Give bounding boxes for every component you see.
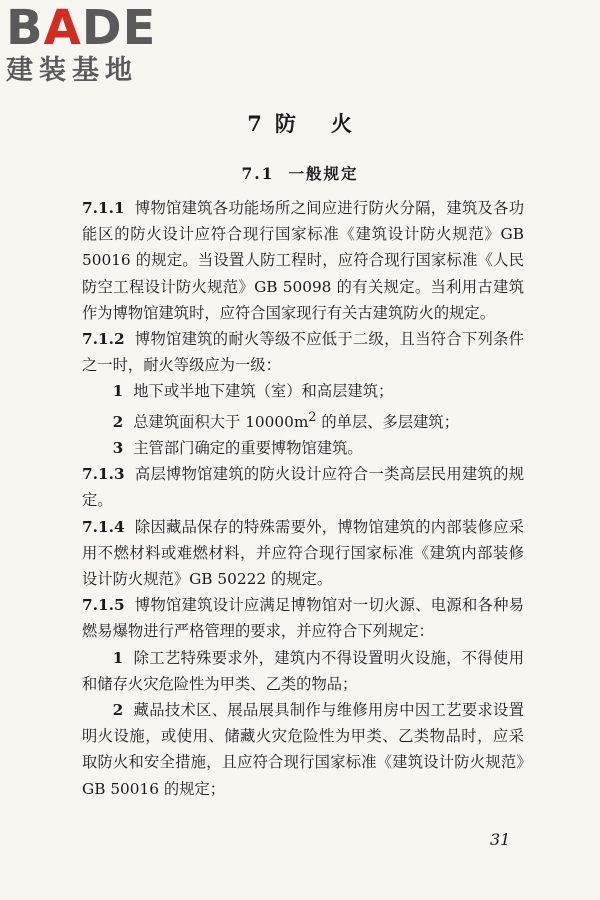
clause-number: 7.1.2 bbox=[82, 330, 125, 349]
item-number: 2 bbox=[112, 700, 124, 719]
section-number: 7.1 bbox=[241, 164, 275, 183]
logo-letter-a: A bbox=[43, 0, 82, 56]
item-number: 1 bbox=[112, 648, 124, 667]
clause-7-1-2 bbox=[82, 326, 524, 378]
list-item bbox=[82, 378, 524, 404]
clause-number: 7.1.1 bbox=[82, 199, 125, 217]
list-item bbox=[82, 405, 524, 435]
section-title bbox=[0, 162, 600, 184]
section-title-text: 一般规定 bbox=[288, 164, 359, 183]
item-text: 地下或半地下建筑（室）和高层建筑； bbox=[133, 382, 394, 401]
clause-number: 7.1.4 bbox=[82, 517, 125, 536]
item-text: 除工艺特殊要求外，建筑内不得设置明火设施，不得使用和储存火灾危险性为甲类、乙类的物品； bbox=[82, 648, 524, 693]
chapter-title-part1: 防 bbox=[274, 111, 297, 136]
clause-text: 博物馆建筑各功能场所之间应进行防火分隔，建筑及各功能区的防火设计应符合现行国家标准《建筑设计防火规范》GB 50016 的规定。当设置人防工程时，应符合现行国家标准《人民防空工程设计防火规范》GB 50098 的有关规定。当利用古建筑作为博物馆建筑时，应符合国家现行有关古建筑防火的规定。 bbox=[82, 199, 524, 322]
document-body bbox=[82, 195, 524, 802]
clause-text: 博物馆建筑的耐火等级不应低于二级，且当符合下列条件之一时，耐火等级应为一级： bbox=[82, 330, 524, 375]
clause-7-1-1 bbox=[82, 195, 524, 326]
item-number: 1 bbox=[112, 382, 124, 401]
logo-letter-b: B bbox=[6, 0, 44, 56]
list-item bbox=[82, 645, 524, 697]
page-number: 31 bbox=[490, 830, 511, 849]
item-text: 藏品技术区、展品展具制作与维修用房中因工艺要求设置明火设施，或使用、储藏火灾危险性为甲类、乙类物品时，应采取防火和安全措施，且应符合现行国家标准《建筑设计防火规范》GB 50016 的规定； bbox=[82, 700, 524, 798]
chapter-number: 7 bbox=[247, 111, 263, 136]
list-item bbox=[82, 697, 524, 802]
chapter-title bbox=[0, 108, 600, 138]
clause-7-1-5 bbox=[82, 592, 524, 644]
chapter-title-part2: 火 bbox=[330, 111, 353, 136]
bade-logo bbox=[6, 2, 181, 86]
item-text: 主管部门确定的重要博物馆建筑。 bbox=[133, 438, 363, 457]
item-text-after: 的单层、多层建筑； bbox=[316, 412, 460, 431]
clause-text: 高层博物馆建筑的防火设计应符合一类高层民用建筑的规定。 bbox=[82, 465, 524, 510]
superscript: 2 bbox=[308, 409, 317, 425]
item-text: 总建筑面积大于 10000m bbox=[133, 412, 309, 431]
clause-text: 除因藏品保存的特殊需要外，博物馆建筑的内部装修应采用不燃材料或难燃材料，并应符合现行国家标准《建筑内部装修设计防火规范》GB 50222 的规定。 bbox=[82, 517, 524, 588]
clause-text: 博物馆建筑设计应满足博物馆对一切火源、电源和各种易燃易爆物进行严格管理的要求，并应符合下列规定： bbox=[82, 596, 524, 641]
clause-number: 7.1.3 bbox=[82, 465, 125, 484]
clause-7-1-3 bbox=[82, 461, 524, 513]
clause-7-1-4 bbox=[82, 514, 524, 593]
logo-letters-de: DE bbox=[81, 0, 157, 56]
logo-wordmark bbox=[6, 2, 181, 54]
item-number: 2 bbox=[112, 412, 124, 431]
logo-subtitle: 建装基地 bbox=[6, 55, 138, 86]
list-item bbox=[82, 435, 524, 461]
clause-number: 7.1.5 bbox=[82, 596, 125, 615]
item-number: 3 bbox=[112, 438, 124, 457]
